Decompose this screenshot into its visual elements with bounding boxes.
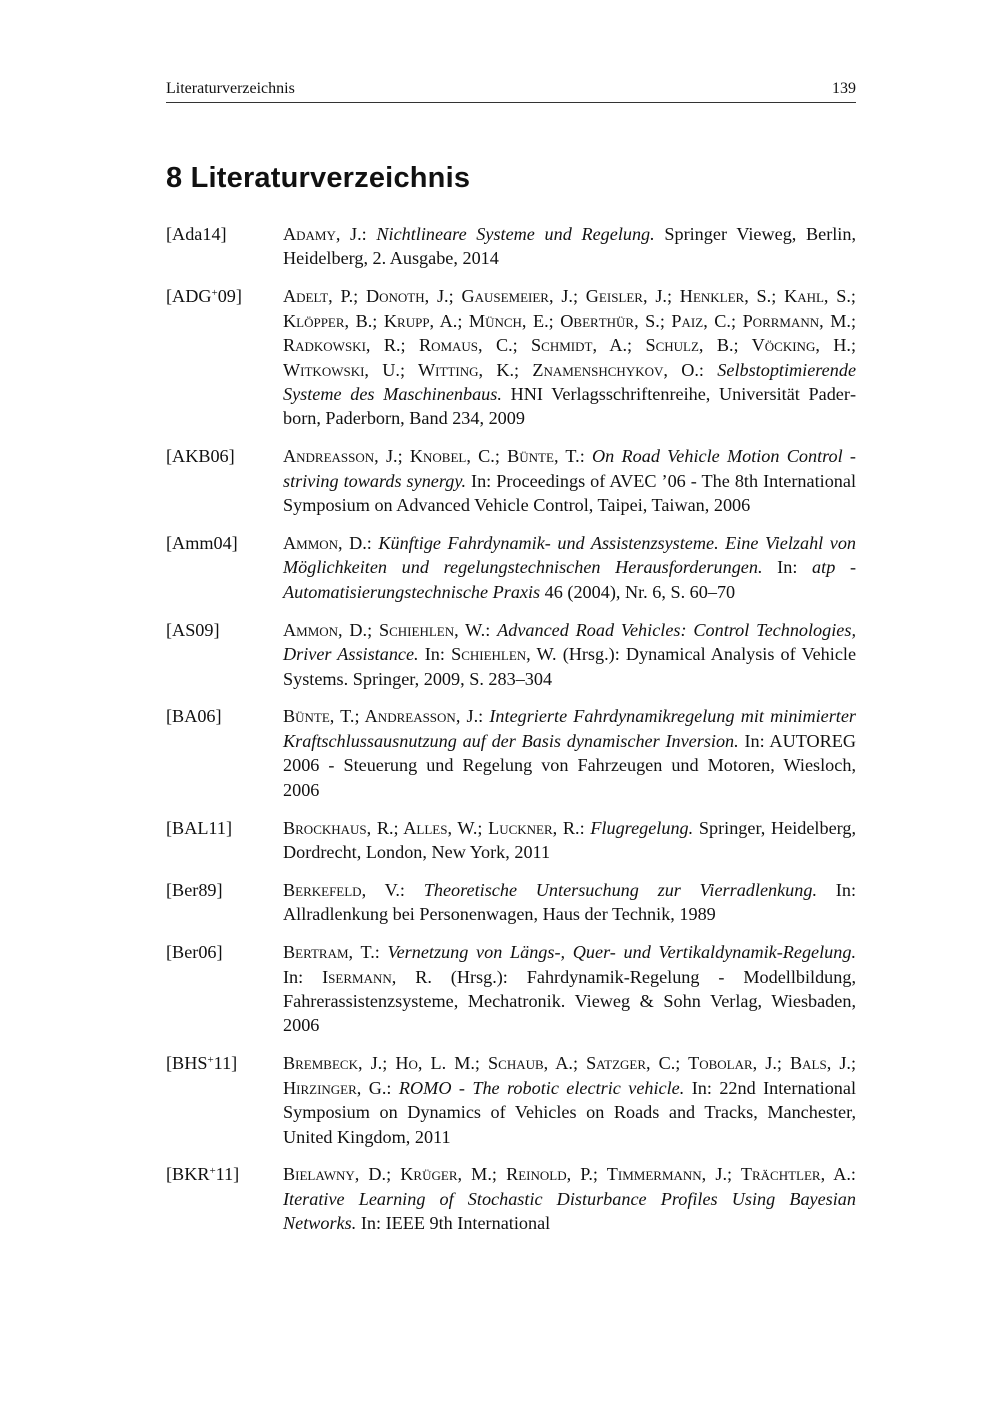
citation-authors: Berkefeld, V.:: [283, 879, 405, 900]
bib-entry-bhs11: [166, 1051, 856, 1149]
bib-entry-bkr11: [166, 1162, 856, 1235]
citation-authors: Brembeck, J.; Ho, L. M.; Schaub, A.; Satzger, C.; Tobolar, J.; Bals, J.; Hirzinger, G.:: [283, 1053, 856, 1098]
citation-title: Künftige Fahrdynamik- und Assistenzsysteme. Eine Vielzahl von Möglichkeiten und regelungstechnischen Herausforderungen.: [283, 532, 857, 578]
citation-authors: Andreasson, J.; Knobel, C.; Bünte, T.:: [283, 446, 585, 467]
citation-body: [283, 222, 856, 271]
citation-body: [283, 940, 856, 1038]
citation-key: [Ber89]: [166, 879, 223, 900]
citation-editor: Schiehlen, W.: [451, 644, 557, 665]
citation-body: [283, 1051, 856, 1149]
citation-key: [ADG+09]: [166, 286, 242, 307]
bib-entry-akb06: [166, 444, 856, 517]
citation-details: (Hrsg.): Dynamical Analysis of Vehicle Systems. Springer, 2009, S. 283–304: [283, 644, 857, 689]
citation-details: Springer, Heidelberg, Dordrecht, London, New York, 2011: [283, 817, 857, 862]
citation-details: HNI Verlagsschriftenreihe, Universität Paderborn, Paderborn, Band 234, 2009: [283, 383, 856, 429]
chapter-title: 8 Literaturverzeichnis: [166, 162, 471, 194]
citation-key: [Ada14]: [166, 224, 227, 244]
citation-details: In: 22nd International Symposium on Dynamics of Vehicles on Roads and Tracks, Manchester, United Kingdom, 2011: [283, 1077, 857, 1147]
running-head-title: Literaturverzeichnis: [166, 80, 295, 97]
bib-entry-ada14: [166, 222, 856, 271]
bib-entry-ber06: [166, 940, 856, 1038]
citation-authors: Adamy, J.:: [283, 224, 367, 244]
citation-title: Selbstoptimierende Systeme des Maschinenbaus.: [283, 359, 857, 404]
citation-key: [Ber06]: [166, 942, 223, 963]
citation-title: Nichtlineare Systeme und Regelung.: [376, 224, 655, 244]
citation-key: [AKB06]: [166, 446, 235, 467]
citation-details: In: Allradlenkung bei Personenwagen, Haus der Technik, 1989: [283, 879, 857, 925]
citation-details: In: IEEE 9th International: [360, 1213, 551, 1234]
citation-title: Integrierte Fahrdynamikregelung mit minimierter Kraftschlussausnutzung auf der Basis dynamischer Inversion.: [283, 706, 857, 751]
bib-entry-adg09: [166, 284, 856, 430]
page-number: 139: [832, 80, 856, 97]
citation-title: Vernetzung von Längs-, Quer- und Vertikaldynamik-Regelung.: [387, 942, 856, 963]
bib-entry-ba06: [166, 704, 856, 802]
citation-details: (Hrsg.): Fahrdynamik-Regelung - Modellbildung, Fahrerassistenzsysteme, Mechatronik. Vieweg & Sohn Verlag, Wiesbaden, 2006: [283, 966, 857, 1036]
citation-details: In: AUTOREG 2006 - Steuerung und Regelung von Fahrzeugen und Motoren, Wiesloch, 2006: [283, 730, 856, 800]
citation-title: ROMO - The robotic electric vehicle.: [398, 1077, 685, 1098]
citation-editor: Isermann, R.: [322, 966, 432, 987]
bibliography: [166, 222, 856, 1249]
citation-body: [283, 704, 856, 802]
citation-title: Advanced Road Vehicles: Control Technologies, Driver Assistance.: [283, 619, 856, 665]
citation-authors: Bielawny, D.; Krüger, M.; Reinold, P.; Timmermann, J.; Trächtler, A.:: [283, 1164, 856, 1185]
citation-key: [BHS+11]: [166, 1053, 238, 1074]
running-head: [166, 80, 856, 103]
citation-in-label: In:: [424, 644, 445, 665]
citation-key: [BKR+11]: [166, 1164, 240, 1185]
citation-body: [283, 618, 856, 691]
citation-key: [BA06]: [166, 706, 222, 727]
citation-authors: Bünte, T.; Andreasson, J.:: [283, 706, 484, 727]
bib-entry-ber89: [166, 878, 856, 927]
citation-title: Iterative Learning of Stochastic Disturbance Profiles Using Bayesian Networks.: [283, 1188, 856, 1234]
bib-entry-as09: [166, 618, 856, 691]
citation-body: [283, 531, 856, 604]
citation-body: [283, 284, 856, 430]
citation-title: On Road Vehicle Motion Control - striving towards synergy.: [283, 446, 856, 491]
citation-authors: Ammon, D.:: [283, 532, 372, 553]
citation-journal: atp - Automatisierungstechnische Praxis: [283, 557, 856, 602]
citation-details: 46 (2004), Nr. 6, S. 60–70: [544, 581, 736, 602]
citation-details: In: Proceedings of AVEC ’06 - The 8th International Symposium on Advanced Vehicle Control, Taipei, Taiwan, 2006: [283, 470, 857, 516]
citation-key: [Amm04]: [166, 532, 238, 553]
citation-authors: Bertram, T.:: [283, 942, 380, 963]
citation-key: [BAL11]: [166, 817, 233, 838]
citation-body: [283, 878, 856, 927]
citation-authors: Brockhaus, R.; Alles, W.; Luckner, R.:: [283, 817, 585, 838]
citation-authors: Ammon, D.; Schiehlen, W.:: [283, 619, 491, 640]
citation-title: Flugregelung.: [590, 817, 694, 838]
citation-body: [283, 1162, 856, 1235]
citation-authors: Adelt, P.; Donoth, J.; Gausemeier, J.; Geisler, J.; Henkler, S.; Kahl, S.; Klöpper, B.; Krupp, A.; Münch, E.; Oberthür, S.; Paiz, C.; Porrmann, M.; Radkowski, R.; Romaus, C.; Schmidt, A.; Schulz, B.; Vöcking, H.; Witkowski, U.; Witting, K.; Znamenshchykov, O.:: [283, 286, 856, 380]
citation-body: [283, 816, 856, 865]
citation-body: [283, 444, 856, 517]
citation-details: Springer Vieweg, Berlin, Heidelberg, 2. Ausgabe, 2014: [283, 224, 856, 269]
citation-title: Theoretische Untersuchung zur Vierradlenkung.: [423, 879, 818, 900]
citation-in-label: In:: [777, 557, 798, 578]
bib-entry-amm04: [166, 531, 856, 604]
citation-key: [AS09]: [166, 619, 220, 640]
bib-entry-bal11: [166, 816, 856, 865]
citation-in-label: In:: [283, 966, 304, 987]
